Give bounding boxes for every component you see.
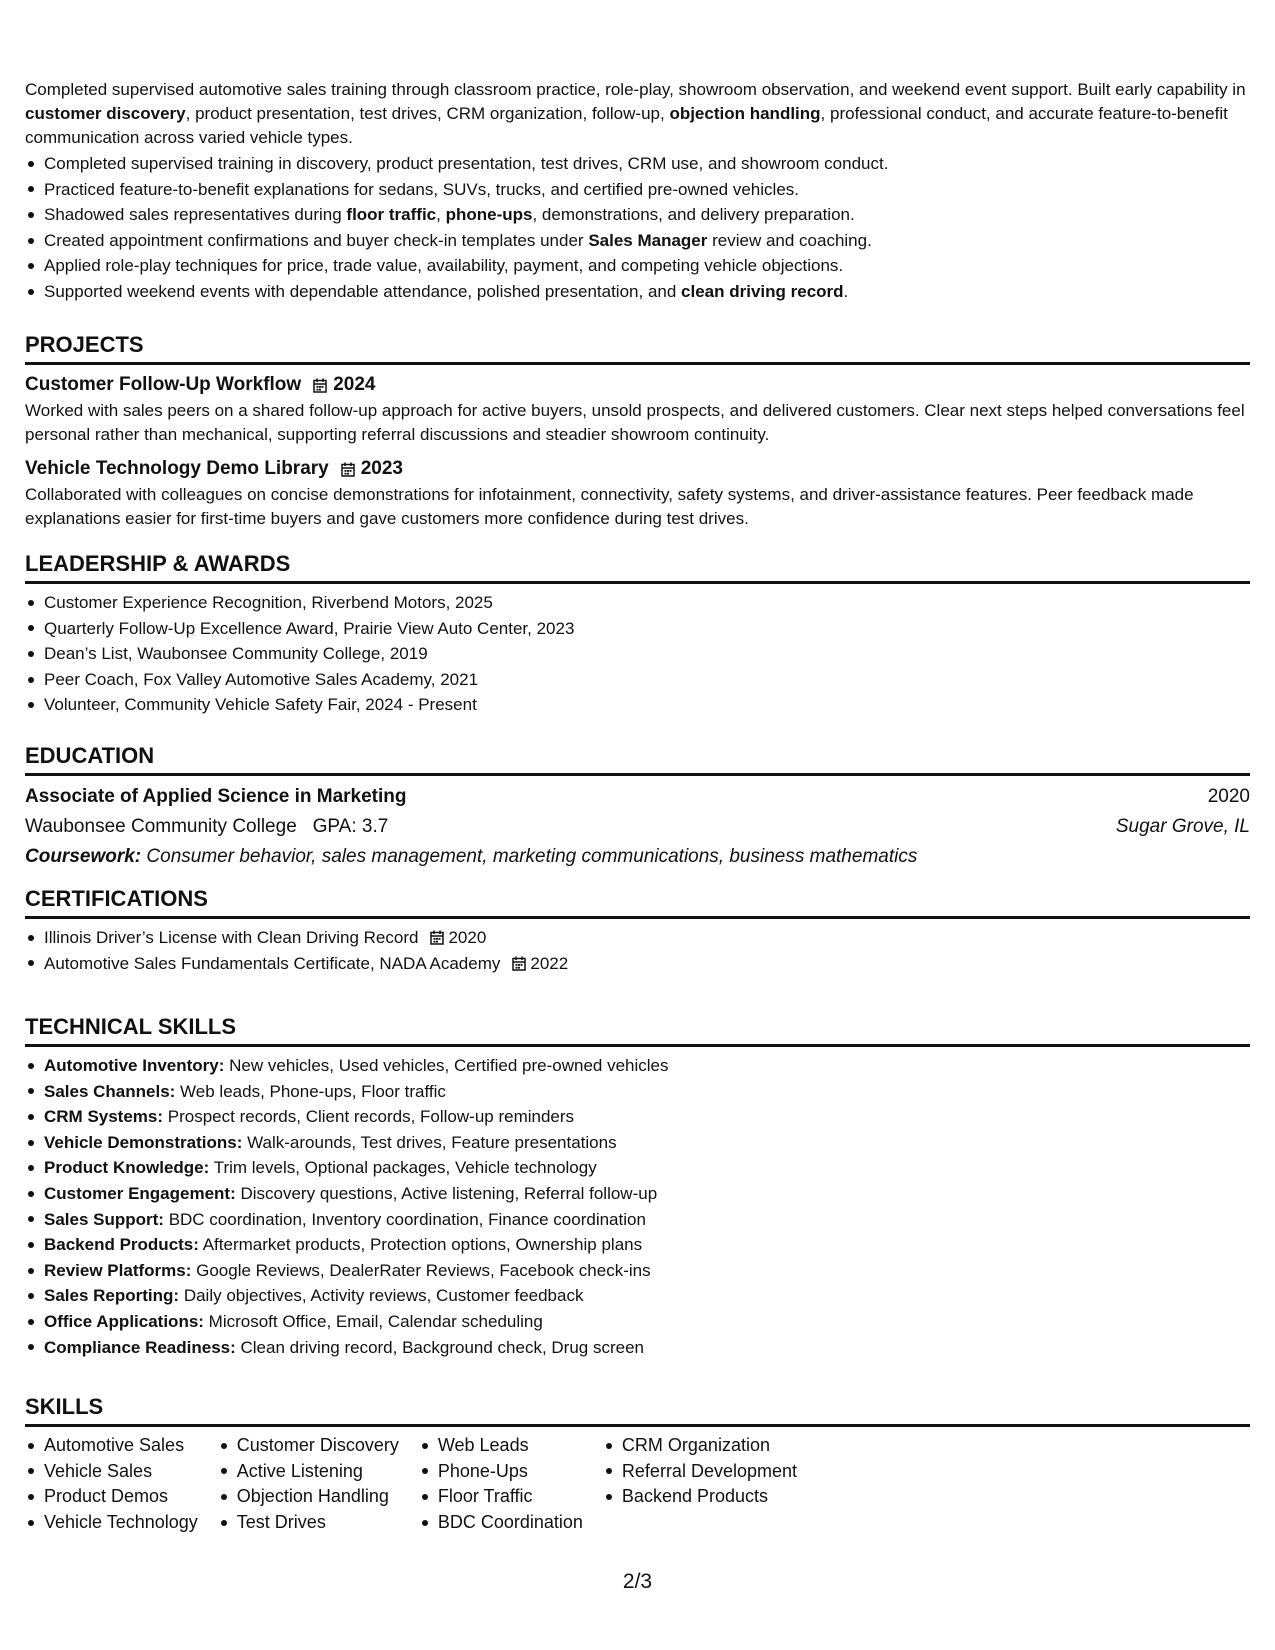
- skill-values: Web leads, Phone-ups, Floor traffic: [175, 1081, 446, 1101]
- project-year: 2024: [333, 374, 376, 395]
- skill-values: Prospect records, Client records, Follow-up reminders: [163, 1107, 575, 1127]
- skill-values: Google Reviews, DealerRater Reviews, Facebook check-ins: [191, 1260, 651, 1280]
- certification-year: 2020: [448, 928, 487, 947]
- award-item: Volunteer, Community Vehicle Safety Fair, 2024 - Present: [25, 692, 1250, 718]
- award-item: Quarterly Follow-Up Excellence Award, Prairie View Auto Center, 2023: [25, 616, 1250, 642]
- technical-skill-item: [25, 1079, 1250, 1105]
- skills-grid: [25, 1433, 1250, 1535]
- summary-bullet: [25, 202, 1250, 228]
- text-run: Created appointment confirmations and buyer check-in templates under: [44, 230, 589, 250]
- technical-skill-item: [25, 1130, 1250, 1156]
- summary-bullet: [25, 228, 1250, 254]
- skill-item: Objection Handling: [218, 1484, 399, 1510]
- summary-bullets: [25, 151, 1250, 305]
- project-title: [25, 371, 1250, 399]
- skill-item: Floor Traffic: [419, 1484, 583, 1510]
- skill-values: New vehicles, Used vehicles, Certified pre-owned vehicles: [224, 1056, 669, 1075]
- section-title: SKILLS: [25, 1394, 104, 1419]
- section-divider: [25, 581, 1250, 584]
- text-run: Supported weekend events with dependable attendance, polished presentation, and: [44, 281, 682, 301]
- technical-skill-item: [25, 1053, 1250, 1079]
- calendar-icon: [512, 956, 526, 971]
- section-title: PROJECTS: [25, 332, 144, 357]
- emphasis-text: clean driving record: [681, 281, 844, 301]
- award-item: Dean’s List, Waubonsee Community College, 2019: [25, 641, 1250, 667]
- coursework-text: Consumer behavior, sales management, marketing communications, business mathematics: [146, 846, 918, 867]
- section-divider: [25, 916, 1250, 919]
- summary-paragraph: [25, 78, 1250, 150]
- skill-values: Aftermarket products, Protection options, Ownership plans: [198, 1235, 643, 1255]
- gpa: GPA: 3.7: [312, 816, 389, 837]
- skill-category: Backend Products:: [44, 1235, 199, 1255]
- technical-skills-list: [25, 1053, 1250, 1360]
- calendar-icon: [430, 930, 444, 945]
- skills-column: [218, 1433, 399, 1535]
- skill-category: Vehicle Demonstrations:: [44, 1132, 243, 1152]
- skill-category: CRM Systems:: [44, 1107, 164, 1127]
- skill-values: BDC coordination, Inventory coordination, Finance coordination: [163, 1209, 646, 1229]
- text-run: review and coaching.: [707, 230, 872, 250]
- technical-skill-item: [25, 1155, 1250, 1181]
- summary-section: [25, 78, 1250, 305]
- technical-skill-item: [25, 1335, 1250, 1361]
- summary-bullet: [25, 279, 1250, 305]
- technical-skill-item: [25, 1258, 1250, 1284]
- skill-category: Office Applications:: [44, 1311, 204, 1331]
- section-title: CERTIFICATIONS: [25, 886, 208, 911]
- education-section: [25, 741, 1250, 872]
- graduation-year: 2020: [1207, 786, 1250, 807]
- skill-category: Automotive Inventory:: [44, 1056, 225, 1075]
- skill-values: Discovery questions, Active listening, Referral follow-up: [235, 1183, 658, 1203]
- text-run: , product presentation, test drives, CRM organization, follow-up,: [185, 104, 670, 123]
- technical-skill-item: [25, 1104, 1250, 1130]
- certification-name: Automotive Sales Fundamentals Certificate, NADA Academy: [44, 953, 501, 973]
- project-name: Customer Follow-Up Workflow: [25, 374, 302, 395]
- skill-item: Web Leads: [419, 1433, 583, 1459]
- text-run: .: [843, 281, 849, 301]
- summary-bullet: [25, 177, 1250, 203]
- skill-values: Trim levels, Optional packages, Vehicle technology: [209, 1158, 597, 1178]
- certification-item: [25, 951, 1250, 977]
- certifications-section: [25, 884, 1250, 976]
- emphasis-text: phone-ups: [445, 205, 533, 225]
- technical-skill-item: [25, 1232, 1250, 1258]
- project-item: [25, 455, 1250, 531]
- emphasis-text: customer discovery: [25, 104, 186, 123]
- text-run: , demonstrations, and delivery preparation.: [532, 205, 855, 225]
- certification-name: Illinois Driver’s License with Clean Driving Record: [44, 928, 419, 947]
- text-run: ,: [436, 205, 446, 225]
- technical-skill-item: [25, 1309, 1250, 1335]
- projects-section: [25, 330, 1250, 531]
- summary-bullet: [25, 253, 1250, 279]
- skill-item: Backend Products: [603, 1484, 797, 1510]
- skill-category: Review Platforms:: [44, 1260, 192, 1280]
- project-name: Vehicle Technology Demo Library: [25, 458, 329, 479]
- skill-item: Phone-Ups: [419, 1459, 583, 1485]
- text-run: , professional conduct, and accurate feature-to-benefit communication across varied vehicle types.: [25, 104, 1228, 147]
- skill-item: Vehicle Sales: [25, 1459, 198, 1485]
- education-degree-row: [25, 782, 1250, 812]
- projects-list: [25, 371, 1250, 531]
- school-name: Waubonsee Community College: [25, 816, 297, 837]
- emphasis-text: Sales Manager: [588, 230, 708, 250]
- project-year: 2023: [360, 458, 404, 479]
- skill-category: Product Knowledge:: [44, 1158, 210, 1178]
- skill-values: Walk-arounds, Test drives, Feature presentations: [242, 1132, 617, 1152]
- degree: Associate of Applied Science in Marketing: [25, 786, 407, 807]
- skill-item: CRM Organization: [603, 1433, 797, 1459]
- coursework: [25, 842, 1250, 872]
- emphasis-text: floor traffic: [346, 205, 437, 225]
- section-divider: [25, 362, 1250, 365]
- award-item: Customer Experience Recognition, Riverbend Motors, 2025: [25, 590, 1250, 616]
- technical-skill-item: [25, 1207, 1250, 1233]
- skill-item: Referral Development: [603, 1459, 797, 1485]
- skill-item: Customer Discovery: [218, 1433, 399, 1459]
- text-run: Applied role-play techniques for price, trade value, availability, payment, and competing vehicle objections.: [44, 256, 844, 276]
- text-run: Completed supervised automotive sales training through classroom practice, role-play, showroom observation, and weekend event support. Built early capability in: [25, 80, 1246, 99]
- skills-column: [603, 1433, 797, 1535]
- emphasis-text: objection handling: [669, 104, 821, 123]
- skill-item: Product Demos: [25, 1484, 198, 1510]
- skill-item: BDC Coordination: [419, 1510, 583, 1536]
- education-school-row: [25, 812, 1250, 842]
- text-run: Shadowed sales representatives during: [44, 205, 347, 225]
- certification-year: 2022: [530, 953, 569, 973]
- skill-item: Active Listening: [218, 1459, 399, 1485]
- skill-category: Compliance Readiness:: [44, 1337, 236, 1357]
- certifications-list: [25, 925, 1250, 976]
- technical-skill-item: [25, 1181, 1250, 1207]
- project-item: [25, 371, 1250, 447]
- skill-category: Sales Support:: [44, 1209, 164, 1229]
- page-number: 2/3: [622, 1570, 653, 1593]
- leadership-list: [25, 590, 1250, 718]
- text-run: Completed supervised training in discovery, product presentation, test drives, CRM use, and showroom conduct.: [44, 154, 889, 173]
- skill-values: Daily objectives, Activity reviews, Customer feedback: [179, 1286, 584, 1306]
- text-run: Practiced feature-to-benefit explanations for sedans, SUVs, trucks, and certified pre-owned vehicles.: [44, 179, 799, 199]
- skill-values: Clean driving record, Background check, Drug screen: [235, 1337, 644, 1357]
- section-title: TECHNICAL SKILLS: [25, 1014, 237, 1039]
- section-divider: [25, 1044, 1250, 1047]
- project-title: [25, 455, 1250, 483]
- skill-item: Test Drives: [218, 1510, 399, 1536]
- skills-section: [25, 1392, 1250, 1535]
- school-info: [25, 816, 388, 838]
- skill-category: Sales Reporting:: [44, 1286, 180, 1306]
- skill-category: Customer Engagement:: [44, 1183, 236, 1203]
- calendar-icon: [313, 378, 327, 393]
- school-location: Sugar Grove, IL: [1115, 816, 1250, 837]
- project-description: Collaborated with colleagues on concise demonstrations for infotainment, connectivity, safety systems, and driver-assistance features. Peer feedback made explanations easier for first-time buyers and gave customers more confidence during test drives.: [25, 485, 1194, 528]
- skill-item: Vehicle Technology: [25, 1510, 198, 1536]
- skill-values: Microsoft Office, Email, Calendar scheduling: [203, 1311, 543, 1331]
- section-divider: [25, 1424, 1250, 1427]
- calendar-icon: [341, 462, 355, 477]
- coursework-label: Coursework:: [25, 846, 142, 867]
- award-item: Peer Coach, Fox Valley Automotive Sales Academy, 2021: [25, 667, 1250, 693]
- skill-item: Automotive Sales: [25, 1433, 198, 1459]
- leadership-section: [25, 549, 1250, 718]
- section-title: EDUCATION: [25, 743, 155, 768]
- certification-item: [25, 925, 1250, 951]
- project-description: Worked with sales peers on a shared follow-up approach for active buyers, unsold prospects, and delivered customers. Clear next steps helped conversations feel personal rather than mechanical, supporting referral discussions and steadier showroom continuity.: [25, 401, 1245, 444]
- section-title: LEADERSHIP & AWARDS: [25, 551, 291, 576]
- skill-category: Sales Channels:: [44, 1081, 176, 1101]
- technical-skill-item: [25, 1283, 1250, 1309]
- summary-bullet: [25, 151, 1250, 177]
- skills-column: [25, 1433, 198, 1535]
- technical-skills-section: [25, 1012, 1250, 1360]
- section-divider: [25, 773, 1250, 776]
- skills-column: [419, 1433, 583, 1535]
